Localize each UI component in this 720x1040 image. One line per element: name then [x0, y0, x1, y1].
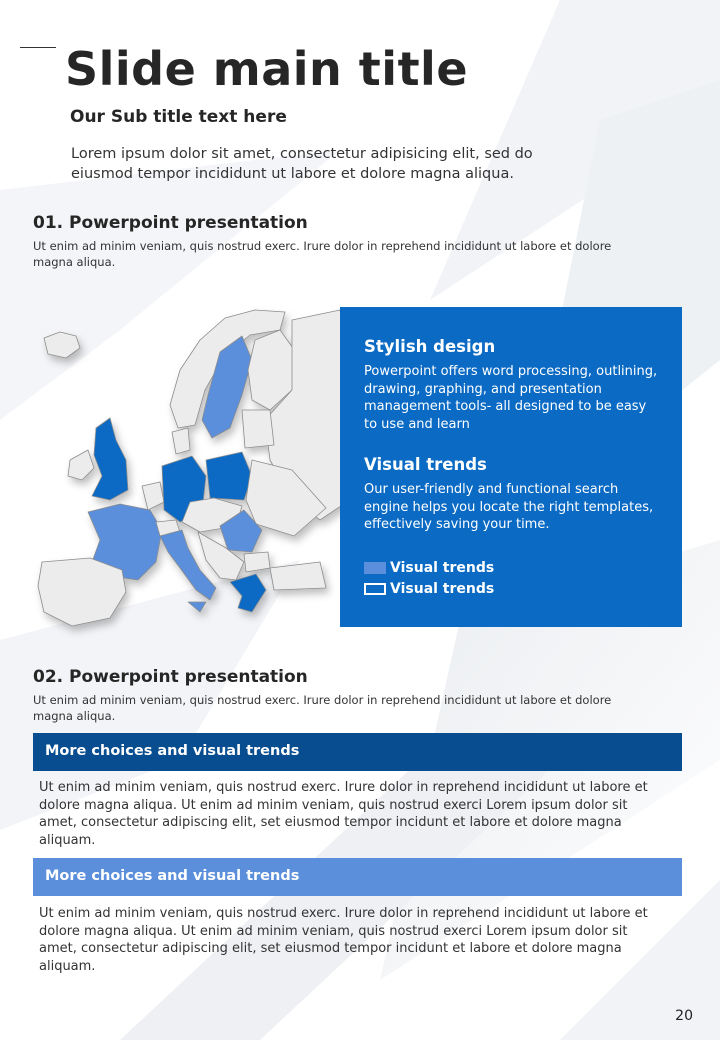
europe-map: [30, 300, 350, 640]
map-region-uk: [92, 418, 128, 500]
info-panel: [340, 307, 682, 627]
page-title: Slide main title: [65, 42, 469, 96]
section2-heading: 02. Powerpoint presentation: [33, 667, 308, 687]
info-panel-text-1: Powerpoint offers word processing, outlining, drawing, graphing, and presentation management tools- all designed to be easy to use and learn: [364, 364, 658, 432]
map-region-baltics: [242, 410, 274, 448]
section1-text: Ut enim ad minim veniam, quis nostrud exerc. Irure dolor in reprehend incididunt ut labore et dolore magna aliqua.: [33, 239, 612, 269]
map-region-poland: [206, 452, 252, 500]
legend-item-outline: [364, 579, 658, 600]
legend-item-filled: [364, 558, 658, 579]
map-region-turkey: [270, 562, 326, 590]
map-region-ireland: [68, 450, 94, 480]
band-body-2: Ut enim ad minim veniam, quis nostrud exerc. Irure dolor in reprehend incididunt ut labore et dolore magna aliqua. Ut enim ad minim veniam, quis nostrud exerci Lorem ipsum dolor sit amet, consectetur adipiscing elit, set eiusmod tempor incidunt et labore et dolore magna aliquam.: [39, 906, 648, 974]
info-panel-heading-2: Visual trends: [364, 455, 487, 474]
map-region-bulgaria: [244, 552, 270, 572]
band-header-2: More choices and visual trends: [33, 858, 682, 896]
legend-swatch-outline: [364, 583, 386, 595]
map-region-iberia: [38, 558, 126, 626]
info-panel-heading-1: Stylish design: [364, 337, 496, 356]
map-region-denmark: [172, 428, 190, 454]
page-subtitle: Our Sub title text here: [70, 107, 287, 127]
band-header-1: More choices and visual trends: [33, 733, 682, 771]
legend-swatch-filled: [364, 562, 386, 574]
legend-label-filled: Visual trends: [390, 560, 495, 576]
band-body-1: Ut enim ad minim veniam, quis nostrud exerc. Irure dolor in reprehend incididunt ut labore et dolore magna aliqua. Ut enim ad minim veniam, quis nostrud exerci Lorem ipsum dolor sit amet, consectetur adipiscing elit, set eiusmod tempor incidunt et labore et dolore magna aliquam.: [39, 780, 648, 848]
intro-paragraph: Lorem ipsum dolor sit amet, consectetur adipisicing elit, sed do eiusmod tempor incididunt ut labore et dolore magna aliqua.: [71, 146, 533, 182]
title-accent-rule: [20, 47, 56, 48]
legend-label-outline: Visual trends: [390, 581, 495, 597]
map-region-sicily: [188, 602, 206, 612]
section2-text: Ut enim ad minim veniam, quis nostrud exerc. Irure dolor in reprehend incididunt ut labore et dolore magna aliqua.: [33, 693, 612, 723]
page-number: 20: [675, 1008, 693, 1024]
section1-heading: 01. Powerpoint presentation: [33, 213, 308, 233]
map-region-iceland: [44, 332, 80, 358]
map-region-benelux: [142, 482, 164, 510]
info-panel-text-2: Our user-friendly and functional search engine helps you locate the right templates, effectively saving your time.: [364, 482, 654, 532]
